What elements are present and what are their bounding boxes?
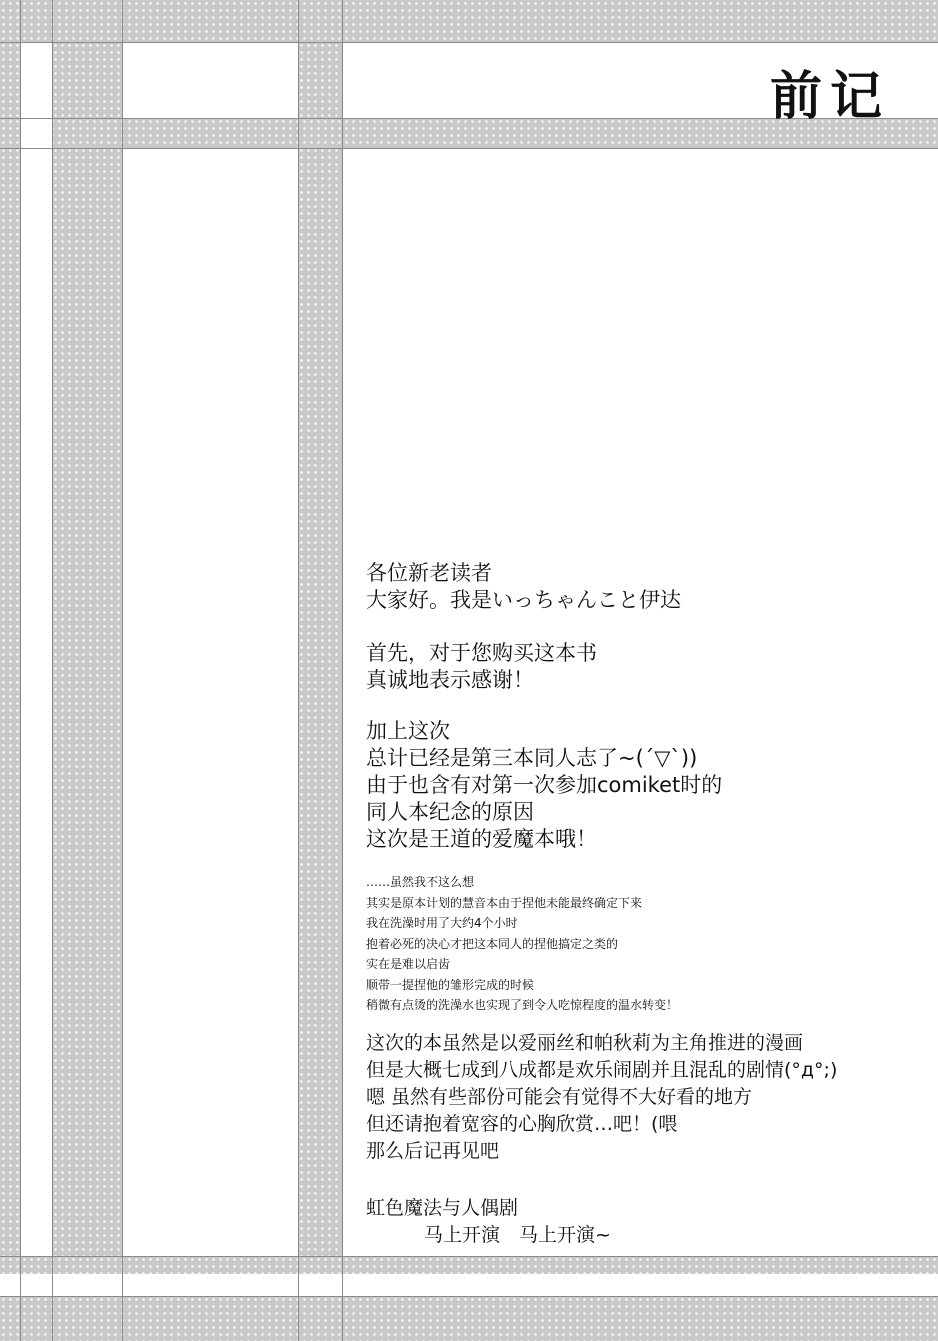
content-line: 那么后记再见吧 — [366, 1140, 500, 1162]
frame-bottom-band-lower — [0, 1296, 938, 1341]
frame-line — [0, 42, 938, 43]
greeting-line: 大家好。我是いっちゃんこと伊达 — [366, 588, 681, 612]
about-line: 这次是王道的爱魔本哦！ — [366, 827, 597, 851]
closing-line: 马上开演 马上开演~ — [424, 1224, 611, 1246]
bottom-white-strip — [0, 1274, 938, 1296]
content-line: 但是大概七成到八成都是欢乐闹剧并且混乱的剧情(°д°;) — [366, 1059, 838, 1081]
content-line: 这次的本虽然是以爱丽丝和帕秋莉为主角推进的漫画 — [366, 1032, 804, 1054]
frame-center-band — [298, 0, 342, 1341]
content-block — [366, 1030, 926, 1165]
aside-line: 实在是难以启齿 — [366, 957, 451, 971]
about-line: 总计已经是第三本同人志了~(´▽`)) — [366, 746, 698, 770]
aside-line: 我在洗澡时用了大约4个小时 — [366, 916, 518, 930]
frame-line — [52, 0, 53, 1341]
page-title: 前记 — [769, 66, 890, 127]
aside-line: 其实是原本计划的慧音本由于捏他未能最终确定下来 — [366, 895, 643, 910]
thanks-line: 真诚地表示感谢！ — [366, 668, 534, 692]
frame-left-band-inner — [52, 0, 122, 1341]
about-block — [366, 718, 926, 853]
frame-line — [0, 1256, 938, 1257]
aside-line: ……虽然我不这么想 — [366, 875, 475, 889]
content-line: 嗯 虽然有些部份可能会有觉得不大好看的地方 — [366, 1086, 753, 1108]
frame-line — [20, 0, 21, 1341]
frame-line — [0, 148, 938, 149]
frame-line — [298, 0, 299, 1341]
frame-line — [342, 0, 343, 1341]
thanks-line: 首先，对于您购买这本书 — [366, 641, 597, 665]
greeting-block — [366, 560, 926, 614]
thanks-block — [366, 640, 926, 694]
greeting-line: 各位新老读者 — [366, 561, 492, 585]
aside-line: 抱着必死的决心才把这本同人的捏他搞定之类的 — [366, 936, 619, 951]
content-line: 但还请抱着宽容的心胸欣赏…吧！(喂 — [366, 1113, 678, 1135]
left-white-strip — [20, 42, 52, 1256]
frame-line — [0, 1296, 938, 1297]
left-white-panel — [122, 148, 298, 1256]
frame-top-band — [0, 0, 938, 42]
aside-block — [366, 872, 926, 1016]
about-line: 加上这次 — [366, 719, 450, 743]
closing-line: 虹色魔法与人偶剧 — [366, 1197, 519, 1219]
aside-line: 顺带一提捏他的雏形完成的时候 — [366, 977, 535, 992]
closing-block — [366, 1195, 926, 1249]
aside-line: 稍微有点烫的洗澡水也实现了到令人吃惊程度的温水转变！ — [366, 998, 679, 1012]
about-line: 由于也含有对第一次参加comiket时的 — [366, 773, 723, 797]
frame-bottom-band-upper — [0, 1256, 938, 1274]
frame-line — [122, 0, 123, 1341]
frame-left-band-outer — [0, 0, 20, 1341]
about-line: 同人本纪念的原因 — [366, 800, 534, 824]
